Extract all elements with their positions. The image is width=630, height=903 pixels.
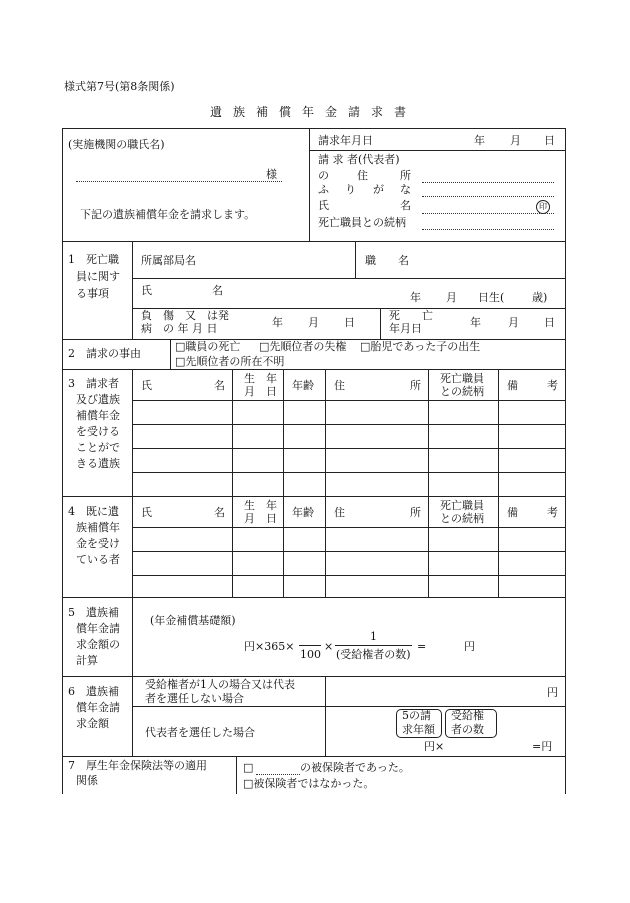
death-label-1: 死 亡: [389, 309, 433, 322]
sec3-col-mei: 名: [214, 379, 225, 392]
furi-4: な: [400, 183, 411, 196]
insured-checkbox[interactable]: □: [243, 761, 254, 774]
form-number: 様式第7号(第8条関係): [64, 80, 175, 93]
sec4-col-rel-2: との続柄: [440, 512, 484, 525]
deceased-name-mei: 名: [212, 284, 223, 297]
birth-year: 年: [410, 291, 421, 304]
box2-line2: 者の数: [451, 723, 484, 736]
sec4-col-ko: 考: [547, 506, 558, 519]
name-mei: 名: [400, 199, 411, 212]
calc-equals-yen: =円: [532, 740, 553, 753]
seal-icon: 印: [536, 200, 550, 214]
sec4-col-birth-2: 月 日: [244, 512, 277, 525]
sec7-label-1: 7 厚生年金保険法等の適用: [68, 759, 207, 772]
sec7-label-2: 関係: [76, 774, 98, 787]
addr-no: の: [318, 169, 329, 182]
sec3-label-1: 3 請求者: [68, 377, 119, 390]
sec5-label-3: 求金額の: [76, 638, 120, 651]
furi-1: ふ: [318, 183, 329, 196]
sec3-label-2: 及び遺族: [76, 393, 120, 406]
frame-right: [565, 128, 566, 794]
sama-label: 様: [266, 168, 277, 181]
claimant-name-field[interactable]: [422, 213, 554, 214]
base-amount-label: (年金補償基礎額): [150, 614, 236, 627]
case2-label: 代表者を選任した場合: [145, 726, 255, 739]
reason-fetus-birth[interactable]: □胎児であった子の出生: [360, 340, 481, 353]
dept-label: 所属部局名: [141, 254, 196, 267]
calc-yen-times: 円×: [424, 740, 445, 753]
sec1-label-1: 1 死亡職: [68, 253, 119, 266]
sec4-col-rel-1: 死亡職員: [440, 499, 484, 512]
sec3-col-age: 年齢: [292, 379, 314, 392]
fraction1-denominator: 100: [300, 648, 321, 661]
injury-month: 月: [308, 316, 319, 329]
sec1-label-2: 員に関す: [76, 270, 120, 283]
frame-top: [62, 128, 565, 129]
reason-death[interactable]: □職員の死亡: [175, 340, 241, 353]
addr-ju: 住: [357, 169, 368, 182]
sec4-col-birth-1: 生 年: [244, 499, 277, 512]
sec5-label-2: 償年金請: [76, 622, 120, 635]
death-month: 月: [508, 316, 519, 329]
sec3-col-addr-sho: 所: [410, 379, 421, 392]
sec6-label-2: 償年金請: [76, 701, 120, 714]
sec4-col-age: 年齢: [292, 506, 314, 519]
formula-equals: =: [417, 640, 427, 653]
relation-field[interactable]: [422, 229, 554, 230]
request-date-label: 請求年月日: [318, 134, 373, 147]
sec6-label-3: 求金額: [76, 717, 109, 730]
request-text: 下記の遺族補償年金を請求します。: [80, 208, 256, 221]
death-label-2: 年月日: [389, 322, 422, 335]
name-shi: 氏: [318, 199, 329, 212]
not-insured-option[interactable]: □被保険者ではなかった。: [243, 777, 375, 790]
sec4-col-shi: 氏: [141, 506, 152, 519]
address-field[interactable]: [422, 182, 554, 183]
sec3-col-birth-2: 月 日: [244, 385, 277, 398]
box1-line2: 求年額: [402, 723, 435, 736]
sec3-col-rel-1: 死亡職員: [440, 372, 484, 385]
sec5-label-1: 5 遺族補: [68, 606, 119, 619]
request-day: 日: [544, 134, 555, 147]
sec5-label-4: 計算: [76, 654, 98, 667]
injury-year: 年: [272, 316, 283, 329]
case1-line1: 受給権者が1人の場合又は代表: [145, 678, 295, 691]
birth-age: 歳): [532, 291, 548, 304]
relation-label: 死亡職員との続柄: [318, 216, 406, 229]
sec3-col-bi: 備: [507, 379, 518, 392]
sec4-col-addr-sho: 所: [410, 506, 421, 519]
request-month: 月: [510, 134, 521, 147]
case1-yen: 円: [547, 686, 558, 699]
box1-line1: 5の請: [402, 709, 431, 722]
death-day: 日: [544, 316, 555, 329]
sec3-col-rel-2: との続柄: [440, 385, 484, 398]
sec3-col-ko: 考: [547, 379, 558, 392]
deceased-name-shi: 氏: [141, 284, 152, 297]
formula-yen: 円×365×: [244, 640, 295, 653]
reason-forfeit[interactable]: □先順位者の失権: [259, 340, 347, 353]
fraction2-denominator: (受給権者の数): [336, 648, 411, 661]
furi-3: が: [373, 183, 384, 196]
injury-label-1: 負 傷 又 は発: [141, 309, 229, 322]
sec4-col-bi: 備: [507, 506, 518, 519]
addr-sho: 所: [400, 169, 411, 182]
request-year: 年: [474, 134, 485, 147]
sec4-label-3: 金を受け: [76, 537, 120, 550]
sec1-label-3: る事項: [76, 287, 109, 300]
sec4-col-mei: 名: [214, 506, 225, 519]
sec3-label-3: 補償年金: [76, 409, 120, 422]
sec4-label-2: 族補償年: [76, 521, 120, 534]
sec3-col-shi: 氏: [141, 379, 152, 392]
fraction2-numerator: 1: [370, 630, 377, 643]
death-year: 年: [470, 316, 481, 329]
sec2-label: 2 請求の事由: [68, 347, 141, 360]
insured-text: の被保険者であった。: [300, 761, 410, 774]
agency-name-field[interactable]: [76, 181, 282, 182]
form-title: 遺族補償年金請求書: [210, 105, 418, 119]
sec3-col-birth-1: 生 年: [244, 372, 277, 385]
insurance-type-field[interactable]: [256, 774, 300, 775]
position-label: 職 名: [365, 254, 409, 267]
formula-times: ×: [324, 640, 334, 653]
formula-result-yen: 円: [464, 640, 475, 653]
sec3-label-5: ことがで: [76, 441, 120, 454]
furigana-field[interactable]: [422, 196, 554, 197]
box2-line1: 受給権: [451, 709, 484, 722]
birth-day: 日生(: [478, 291, 505, 304]
sec4-label-1: 4 既に遺: [68, 505, 119, 518]
sec6-label-1: 6 遺族補: [68, 685, 119, 698]
claimant-rep-label: 請 求 者(代表者): [318, 153, 400, 166]
injury-label-2: 病 の 年 月 日: [141, 322, 218, 335]
sec4-col-addr-ju: 住: [334, 506, 345, 519]
sec3-label-4: を受ける: [76, 425, 120, 438]
sec3-label-6: きる遺族: [76, 457, 120, 470]
frame-left: [62, 128, 63, 794]
sec4-label-4: ている者: [76, 553, 120, 566]
agency-label: (実施機関の職氏名): [68, 138, 165, 151]
reason-missing[interactable]: □先順位者の所在不明: [175, 355, 285, 368]
sec3-col-addr-ju: 住: [334, 379, 345, 392]
injury-day: 日: [344, 316, 355, 329]
furi-2: り: [345, 183, 356, 196]
birth-month: 月: [446, 291, 457, 304]
case1-line2: 者を選任しない場合: [145, 692, 244, 705]
